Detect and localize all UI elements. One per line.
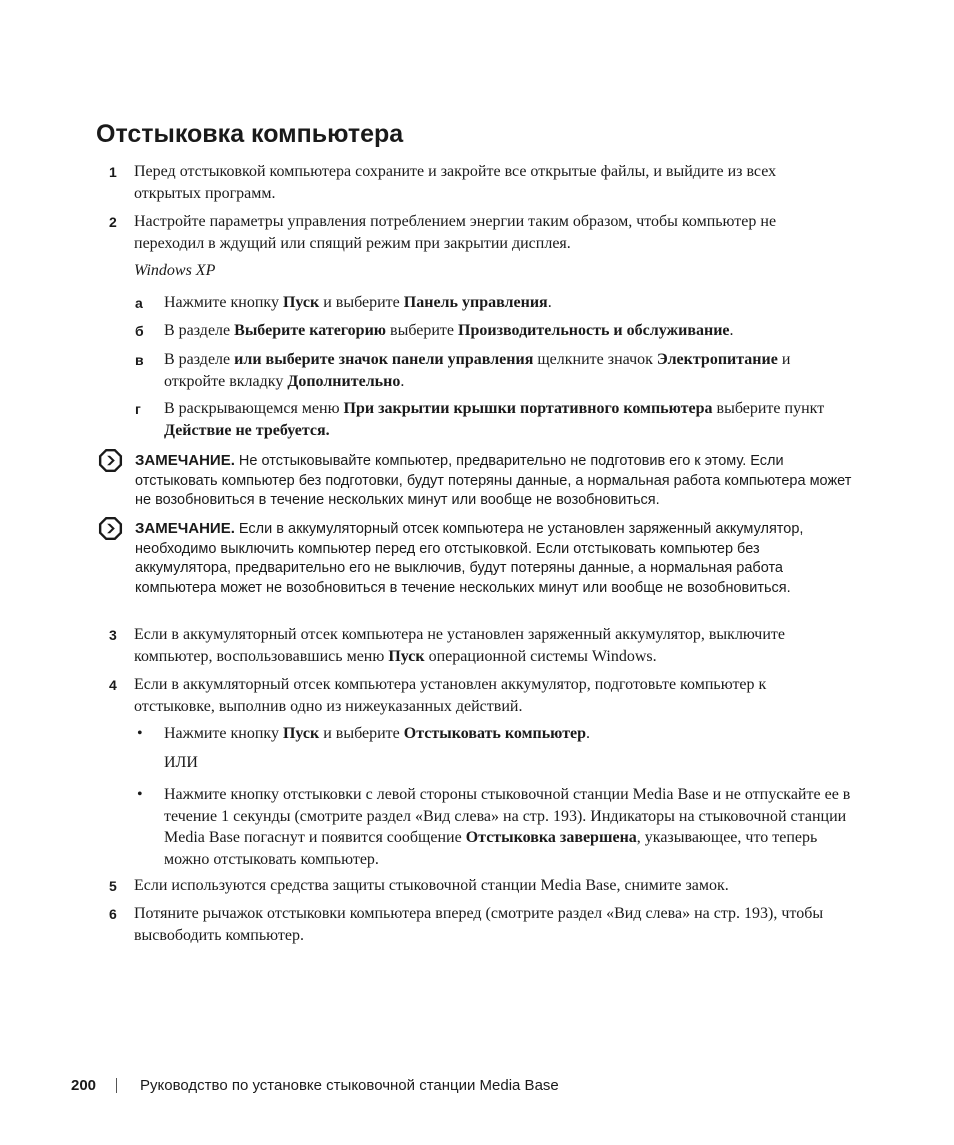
step-text: Настройте параметры управления потреблением энергии таким образом, чтобы компьютер не переходил в ждущий или спящий режим при закрытии дисплея. — [134, 213, 777, 252]
substep-letter: г — [135, 401, 141, 417]
step-number: 4 — [109, 677, 117, 693]
footer-title: Руководство по установке стыковочной станции Media Base — [140, 1077, 559, 1094]
substep-letter: a — [135, 295, 143, 311]
step-number: 3 — [109, 627, 117, 643]
footer-divider — [116, 1078, 117, 1093]
page-title: Отстыковка компьютера — [96, 120, 404, 148]
step-text: Если в аккумляторный отсек компьютера установлен аккумулятор, подготовьте компьютер к отстыковке, выполнив одно из нижеуказанных действий. — [134, 676, 767, 715]
notice-text: ЗАМЕЧАНИЕ. Не отстыковывайте компьютер, предварительно не подготовив его к этому. Если отстыковать компьютер без подготовки, будут потеряны данные, а нормальная работа компьютера может не возобновиться в течение нескольких минут или вообще не возобновиться. — [135, 452, 852, 509]
or-label: ИЛИ — [164, 754, 198, 771]
page-number: 200 — [71, 1077, 97, 1094]
os-label: Windows XP — [134, 262, 216, 279]
step-number: 1 — [109, 164, 117, 180]
bullet-text: Нажмите кнопку Пуск и выберите Отстыковать компьютер. — [164, 725, 591, 742]
step-number: 5 — [109, 878, 117, 894]
notice-icon — [98, 516, 123, 541]
substep-text: Нажмите кнопку Пуск и выберите Панель управления. — [164, 294, 552, 311]
bullet-icon: • — [137, 786, 143, 803]
notice-label: ЗАМЕЧАНИЕ. — [135, 452, 235, 469]
substep-text: В разделе Выберите категорию выберите Производительность и обслуживание. — [164, 322, 734, 339]
substep-letter: б — [135, 323, 144, 339]
step-text: Если в аккумуляторный отсек компьютера не установлен заряженный аккумулятор, выключите компьютер, воспользовавшись меню Пуск операционной системы Windows. — [134, 626, 785, 665]
notice-text: ЗАМЕЧАНИЕ. Если в аккумуляторный отсек компьютера не установлен заряженный аккумулятор, необходимо выключить компьютер перед его отстыковкой. Если отстыковать компьютер без аккумулятора, предварительно его не выключив, будут потеряны данные, а нормальная работа компьютера может не возобновиться в течение нескольких минут или вообще не возобновиться. — [135, 520, 804, 596]
step-text: Если используются средства защиты стыковочной станции Media Base, снимите замок. — [134, 877, 729, 894]
step-text: Перед отстыковкой компьютера сохраните и закройте все открытые файлы, и выйдите из всех открытых программ. — [134, 163, 777, 202]
step-number: 2 — [109, 214, 117, 230]
step-number: 6 — [109, 906, 117, 922]
notice-icon — [98, 448, 123, 473]
notice-label: ЗАМЕЧАНИЕ. — [135, 520, 235, 537]
step-text: Потяните рычажок отстыковки компьютера вперед (смотрите раздел «Вид слева» на стр. 193), чтобы высвободить компьютер. — [134, 905, 824, 944]
substep-text: В раскрывающемся меню При закрытии крышки портативного компьютера выберите пункт Действие не требуется. — [164, 400, 825, 439]
bullet-icon: • — [137, 725, 143, 742]
substep-letter: в — [135, 352, 144, 368]
bullet-text: Нажмите кнопку отстыковки с левой стороны стыковочной станции Media Base и не отпускайте ее в течение 1 секунды (смотрите раздел «Вид слева» на стр. 193). Индикаторы на стыковочной станции Media Base погаснут и появится сообщение Отстыковка завершена, указывающее, что теперь можно отстыковать компьютер. — [164, 786, 851, 868]
substep-text: В разделе или выберите значок панели управления щелкните значок Электропитание и откройте вкладку Дополнительно. — [164, 351, 791, 390]
